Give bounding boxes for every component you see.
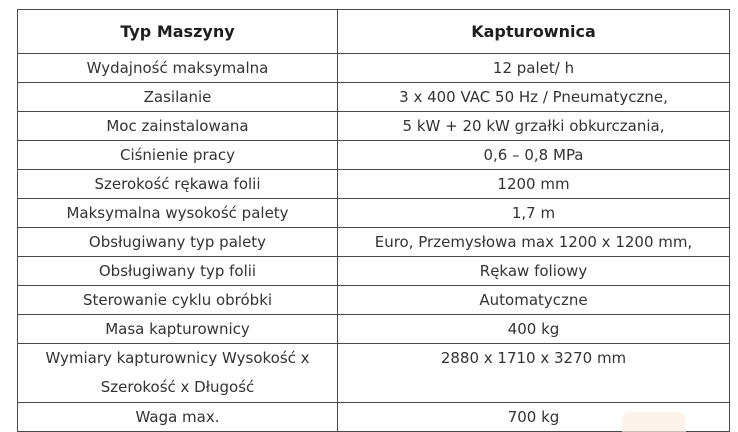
row-label: Sterowanie cyklu obróbki <box>18 286 338 315</box>
row-value: Automatyczne <box>338 286 730 315</box>
row-value: 3 x 400 VAC 50 Hz / Pneumatyczne, <box>338 83 730 112</box>
table-row <box>18 141 730 170</box>
row-label: Masa kapturownicy <box>18 315 338 344</box>
row-value: 2880 x 1710 x 3270 mm <box>338 344 730 403</box>
table-row <box>18 315 730 344</box>
row-label: Wymiary kapturownicy Wysokość x Szerokość x Długość <box>18 344 338 403</box>
row-label: Wydajność maksymalna <box>18 54 338 83</box>
header-row <box>18 10 730 54</box>
row-label: Obsługiwany typ folii <box>18 257 338 286</box>
table-row <box>18 344 730 403</box>
row-value: 0,6 – 0,8 MPa <box>338 141 730 170</box>
table-row <box>18 257 730 286</box>
row-value: 12 palet/ h <box>338 54 730 83</box>
table-row <box>18 170 730 199</box>
row-label: Szerokość rękawa folii <box>18 170 338 199</box>
row-label: Zasilanie <box>18 83 338 112</box>
row-value: Euro, Przemysłowa max 1200 x 1200 mm, <box>338 228 730 257</box>
table-row <box>18 112 730 141</box>
header-machine-type: Typ Maszyny <box>18 10 338 54</box>
row-value: 400 kg <box>338 315 730 344</box>
row-value: 5 kW + 20 kW grzałki obkurczania, <box>338 112 730 141</box>
table-row <box>18 286 730 315</box>
row-value: 1,7 m <box>338 199 730 228</box>
row-label: Waga max. <box>18 403 338 432</box>
spec-table <box>17 9 730 432</box>
row-label: Obsługiwany typ palety <box>18 228 338 257</box>
watermark-fragment <box>622 412 686 432</box>
table-row <box>18 83 730 112</box>
table-row <box>18 54 730 83</box>
table-row <box>18 199 730 228</box>
row-value: 700 kg <box>338 403 730 432</box>
table-row <box>18 228 730 257</box>
row-value: Rękaw foliowy <box>338 257 730 286</box>
header-machine-name: Kapturownica <box>338 10 730 54</box>
row-label: Moc zainstalowana <box>18 112 338 141</box>
row-label: Maksymalna wysokość palety <box>18 199 338 228</box>
row-value: 1200 mm <box>338 170 730 199</box>
row-label: Ciśnienie pracy <box>18 141 338 170</box>
